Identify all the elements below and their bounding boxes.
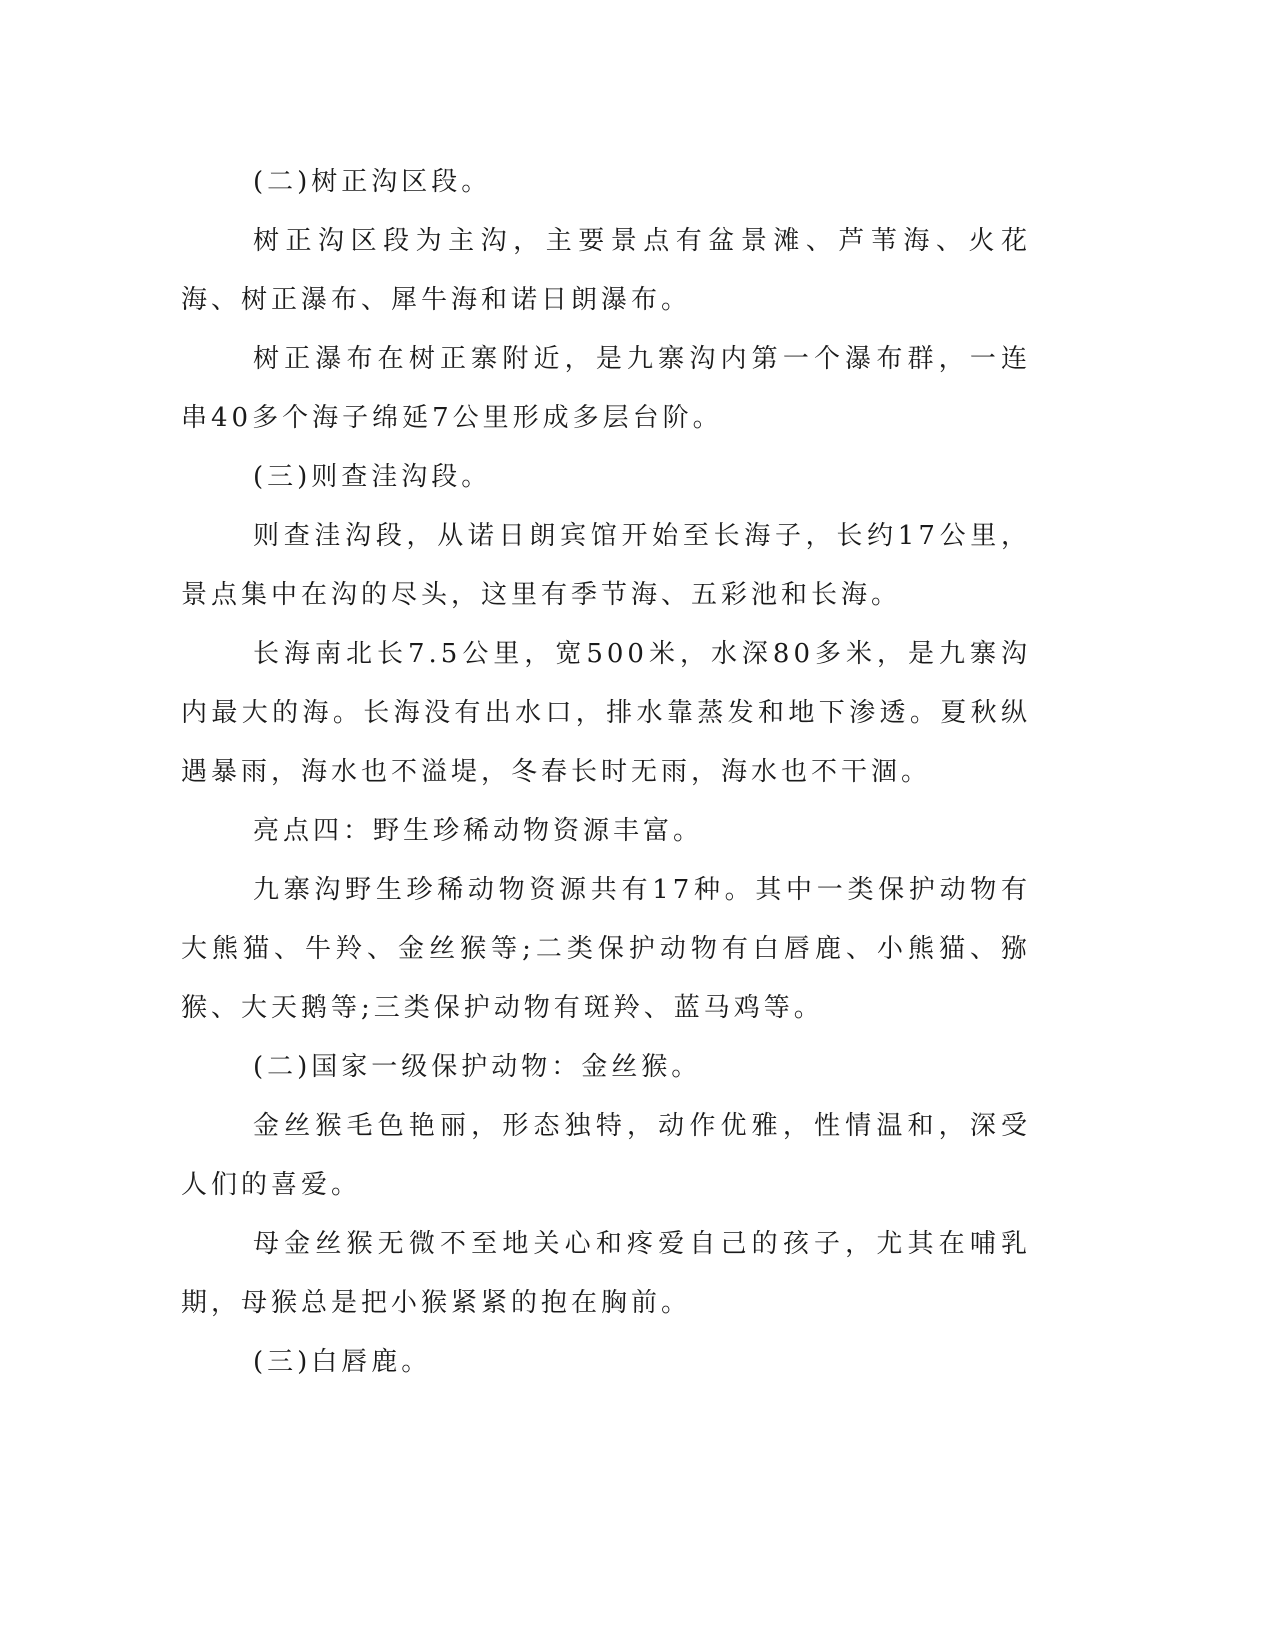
body-paragraph: 九寨沟野生珍稀动物资源共有17种。其中一类保护动物有大熊猫、牛羚、金丝猴等;二类保护动物有白唇鹿、小熊猫、猕猴、大天鹅等;三类保护动物有斑羚、蓝马鸡等。	[181, 875, 1031, 1023]
body-paragraph: 母金丝猴无微不至地关心和疼爱自己的孩子，尤其在哺乳期，母猴总是把小猴紧紧的抱在胸前。	[181, 1229, 1031, 1318]
document-page	[181, 153, 1031, 1392]
body-paragraph: 金丝猴毛色艳丽，形态独特，动作优雅，性情温和，深受人们的喜爱。	[181, 1111, 1031, 1200]
body-paragraph: 树正瀑布在树正寨附近，是九寨沟内第一个瀑布群，一连串40多个海子绵延7公里形成多层台阶。	[181, 344, 1031, 433]
section-heading: 亮点四：野生珍稀动物资源丰富。	[253, 816, 704, 846]
body-paragraph: 则查洼沟段，从诺日朗宾馆开始至长海子，长约17公里，景点集中在沟的尽头，这里有季节海、五彩池和长海。	[181, 521, 1031, 610]
body-paragraph: 树正沟区段为主沟，主要景点有盆景滩、芦苇海、火花海、树正瀑布、犀牛海和诺日朗瀑布。	[181, 226, 1031, 315]
section-heading: (三)白唇鹿。	[253, 1347, 432, 1377]
section-heading: (二)国家一级保护动物：金丝猴。	[253, 1052, 702, 1082]
section-heading: (三)则查洼沟段。	[253, 462, 492, 492]
section-heading: (二)树正沟区段。	[253, 167, 492, 197]
body-paragraph: 长海南北长7.5公里，宽500米，水深80多米，是九寨沟内最大的海。长海没有出水口，排水靠蒸发和地下渗透。夏秋纵遇暴雨，海水也不溢堤，冬春长时无雨，海水也不干涸。	[181, 639, 1031, 787]
